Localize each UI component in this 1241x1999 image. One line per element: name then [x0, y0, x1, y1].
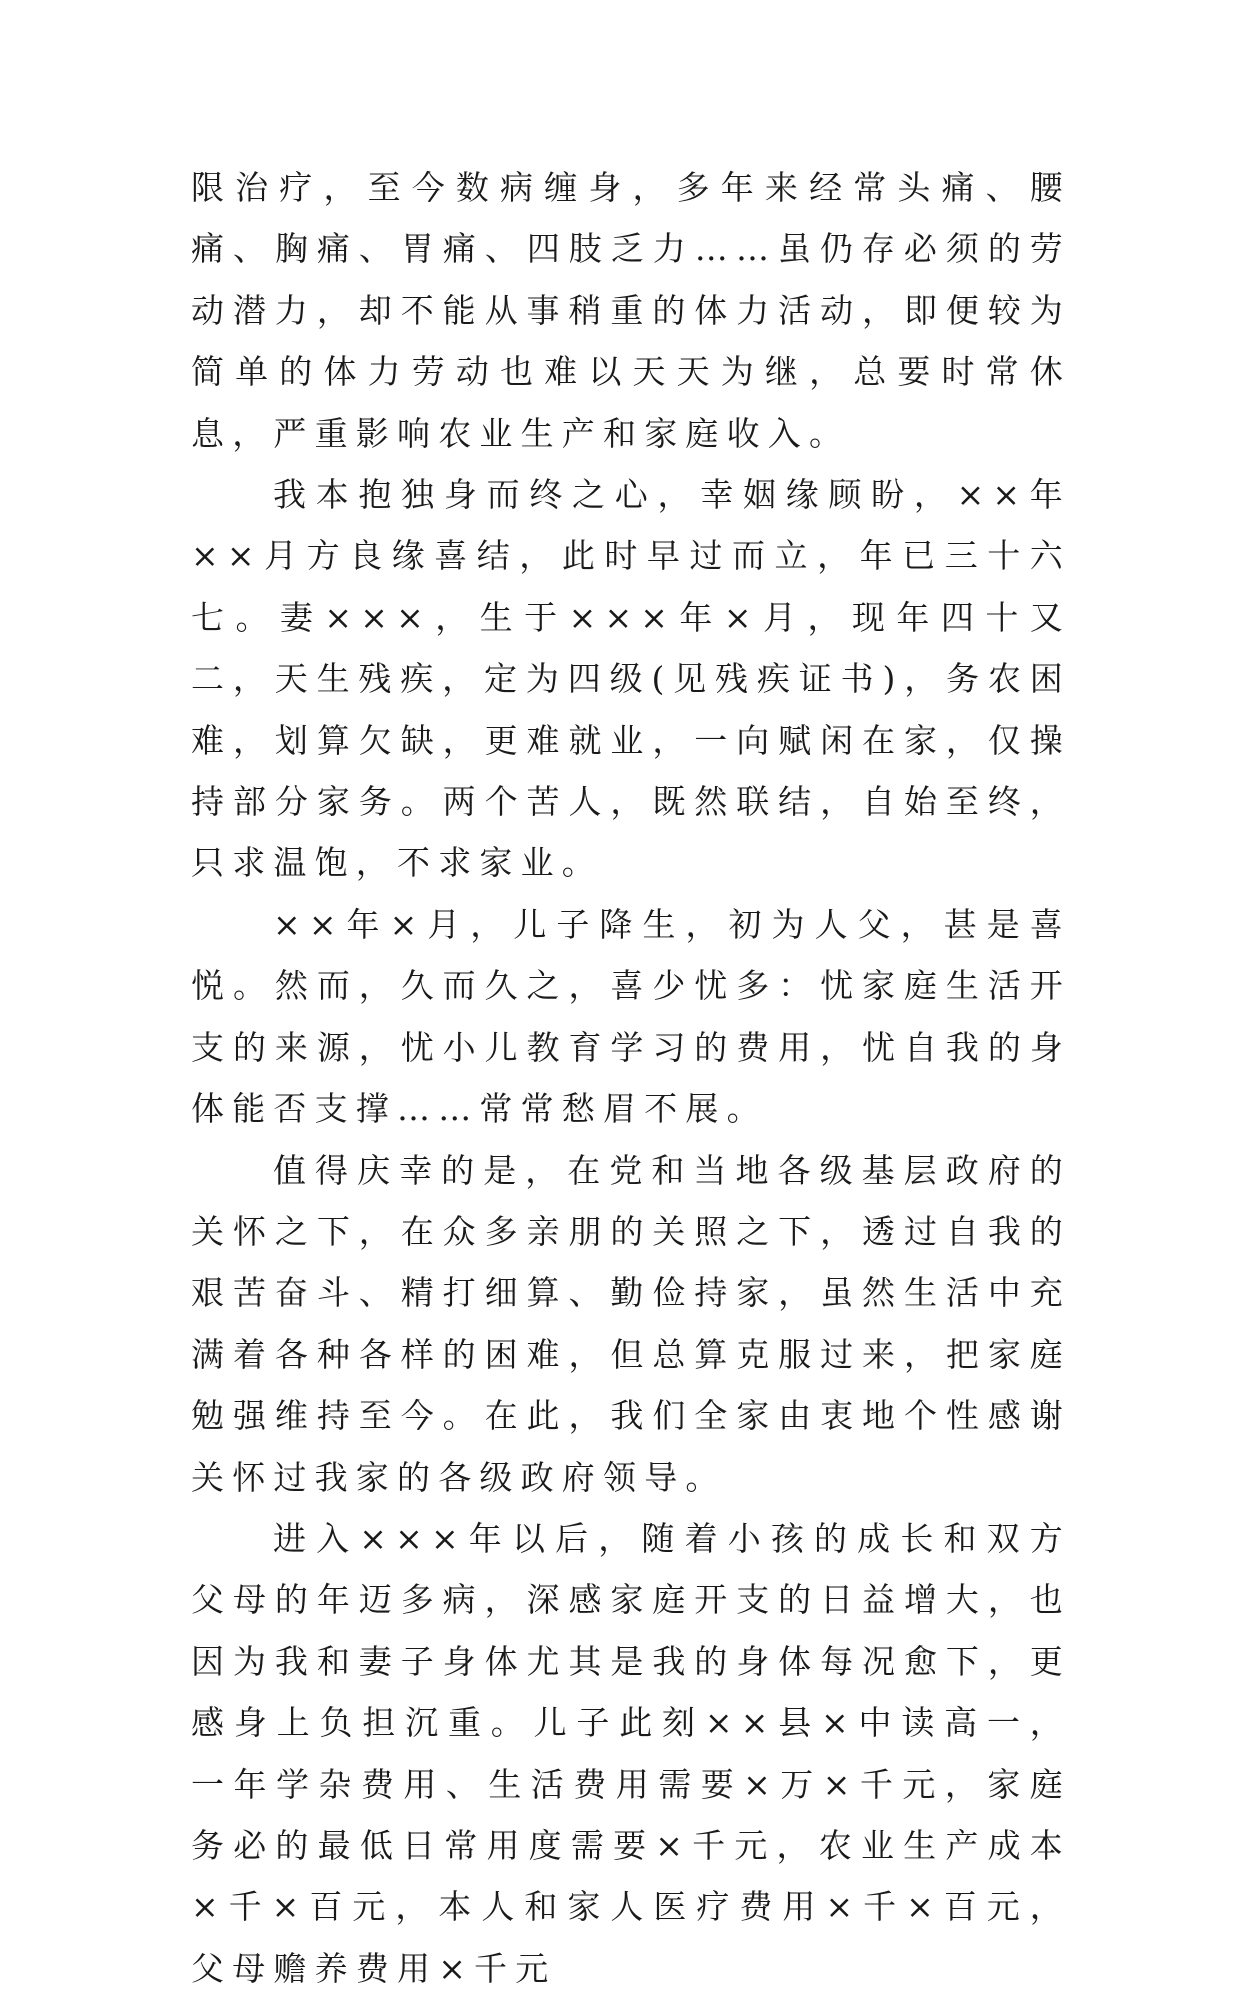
body-text: [191, 157, 1071, 1999]
paragraph-4: 值得庆幸的是，在党和当地各级基层政府的关怀之下，在众多亲朋的关照之下，透过自我的艰苦奋斗、精打细算、勤俭持家，虽然生活中充满着各种各样的困难，但总算克服过来，把家庭勉强维持至今。在此，我们全家由衷地个性感谢关怀过我家的各级政府领导。: [191, 1150, 1071, 1497]
paragraph-2: 我本抱独身而终之心，幸姻缘顾盼，××年××月方良缘喜结，此时早过而立，年已三十六七。妻×××，生于×××年×月，现年四十又二，天生残疾，定为四级(见残疾证书)，务农困难，划算欠缺，更难就业，一向赋闲在家，仅操持部分家务。两个苦人，既然联结，自始至终，只求温饱，不求家业。: [191, 475, 1071, 883]
paragraph-5: 进入×××年以后，随着小孩的成长和双方父母的年迈多病，深感家庭开支的日益增大，也因为我和妻子身体尤其是我的身体每况愈下，更感身上负担沉重。儿子此刻××县×中读高一，一年学杂费用、生活费用需要×万×千元，家庭务必的最低日常用度需要×千元，农业生产成本×千×百元，本人和家人医疗费用×千×百元，父母赡养费用×千元: [191, 1518, 1071, 1988]
paragraph-3: ××年×月，儿子降生，初为人父，甚是喜悦。然而，久而久之，喜少忧多：忧家庭生活开支的来源，忧小儿教育学习的费用，忧自我的身体能否支撑……常常愁眉不展。: [191, 904, 1071, 1129]
paragraph-1: 限治疗，至今数病缠身，多年来经常头痛、腰痛、胸痛、胃痛、四肢乏力……虽仍存必须的劳动潜力，却不能从事稍重的体力活动，即便较为简单的体力劳动也难以天天为继，总要时常休息，严重影响农业生产和家庭收入。: [191, 168, 1071, 453]
